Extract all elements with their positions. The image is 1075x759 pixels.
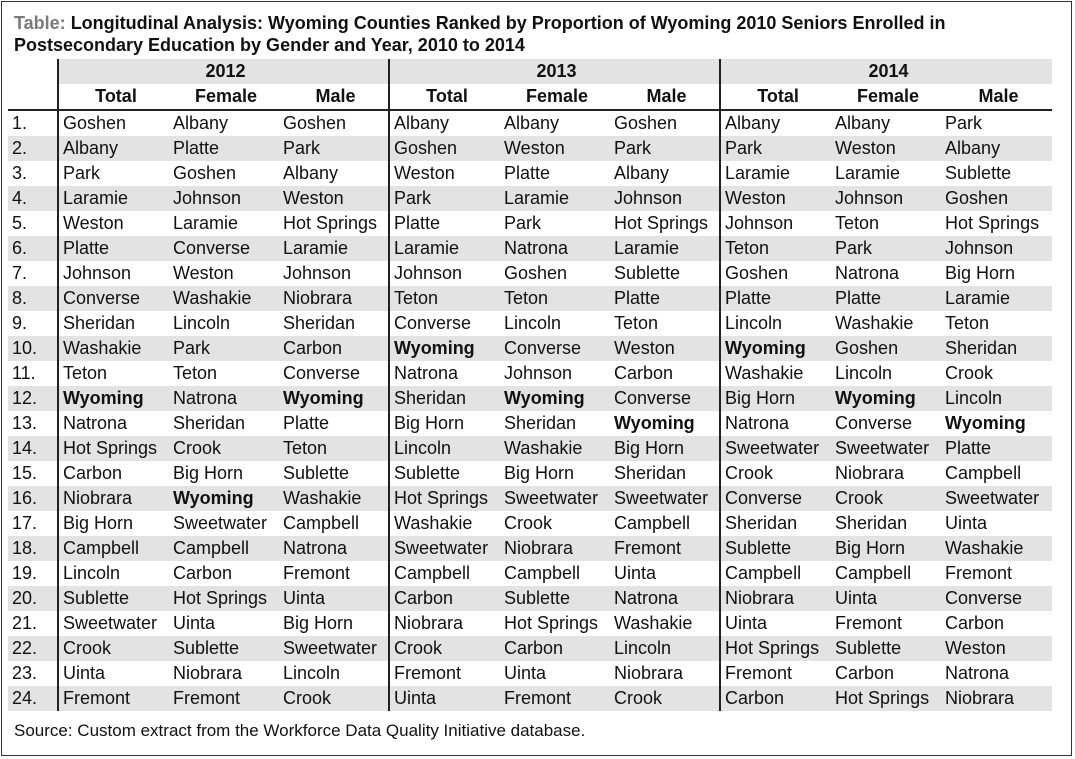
- county-cell: Park: [720, 136, 831, 161]
- county-cell: Uinta: [58, 661, 169, 686]
- table-row: [8, 411, 1052, 436]
- county-cell: Weston: [279, 186, 389, 211]
- county-cell: Sheridan: [614, 463, 687, 483]
- rank-cell: 16.: [8, 486, 58, 511]
- county-cell: Crook: [720, 461, 831, 486]
- county-cell: Teton: [945, 313, 990, 333]
- county-cell: Lincoln: [835, 363, 893, 383]
- table-row: [8, 110, 1052, 136]
- county-cell: Albany: [173, 113, 229, 133]
- county-cell: Sweetwater: [720, 436, 831, 461]
- county-cell: Sublette: [831, 636, 941, 661]
- county-cell: Lincoln: [720, 311, 831, 336]
- county-cell: Converse: [720, 486, 831, 511]
- county-cell: Uinta: [389, 686, 500, 711]
- county-cell: Hot Springs: [945, 213, 1040, 233]
- county-cell: Sheridan: [173, 413, 246, 433]
- county-cell: Lincoln: [283, 663, 341, 683]
- table-row: [8, 486, 1052, 511]
- county-cell: Sweetwater: [173, 513, 268, 533]
- rank-cell: 21.: [12, 613, 38, 633]
- county-cell: Hot Springs: [169, 586, 279, 611]
- county-cell: Laramie: [500, 186, 610, 211]
- rank-cell: 6.: [8, 236, 58, 261]
- county-cell: Park: [389, 186, 500, 211]
- county-cell: Washakie: [941, 536, 1052, 561]
- county-cell: Laramie: [389, 236, 500, 261]
- county-cell: Johnson: [610, 186, 720, 211]
- county-cell: Sublette: [283, 463, 350, 483]
- county-cell: Niobrara: [614, 663, 684, 683]
- county-cell: Sweetwater: [500, 486, 610, 511]
- county-cell: Weston: [610, 336, 720, 361]
- county-cell: Fremont: [720, 661, 831, 686]
- county-cell: Teton: [720, 236, 831, 261]
- county-cell: Park: [831, 236, 941, 261]
- county-cell: Niobrara: [941, 686, 1052, 711]
- county-cell: Big Horn: [58, 511, 169, 536]
- county-cell: Platte: [283, 413, 330, 433]
- county-cell: Washakie: [835, 313, 914, 333]
- subheader-female: Female: [500, 84, 610, 110]
- county-cell: Sheridan: [504, 413, 577, 433]
- county-cell: Sweetwater: [389, 536, 500, 561]
- county-cell: Johnson: [720, 211, 831, 236]
- county-cell: Hot Springs: [720, 636, 831, 661]
- county-cell: Wyoming: [279, 386, 389, 411]
- county-cell: Sublette: [614, 263, 681, 283]
- county-cell: Laramie: [173, 213, 239, 233]
- county-cell: Weston: [941, 636, 1052, 661]
- county-cell: Laramie: [58, 186, 169, 211]
- county-cell: Platte: [389, 211, 500, 236]
- county-cell: Wyoming: [169, 486, 279, 511]
- county-cell: Carbon: [500, 636, 610, 661]
- county-cell: Natrona: [389, 361, 500, 386]
- year-header-row: [8, 59, 1052, 84]
- county-cell: Converse: [169, 236, 279, 261]
- county-cell: Park: [610, 136, 720, 161]
- county-cell: Campbell: [58, 536, 169, 561]
- county-cell: Natrona: [945, 663, 1010, 683]
- county-cell: Converse: [500, 336, 610, 361]
- rank-cell: 7.: [12, 263, 28, 283]
- county-cell: Uinta: [279, 586, 389, 611]
- county-cell: Albany: [283, 163, 339, 183]
- county-cell: Uinta: [720, 611, 831, 636]
- county-cell: Albany: [941, 136, 1052, 161]
- county-cell: Sublette: [389, 461, 500, 486]
- county-cell: Natrona: [500, 236, 610, 261]
- subheader-total: Total: [720, 84, 831, 110]
- table-row: [8, 686, 1052, 711]
- county-cell: Johnson: [504, 363, 573, 383]
- county-cell: Campbell: [945, 463, 1022, 483]
- county-cell: Fremont: [389, 661, 500, 686]
- county-cell: Johnson: [831, 186, 941, 211]
- county-cell: Fremont: [283, 563, 351, 583]
- table-row: [8, 461, 1052, 486]
- county-cell: Park: [945, 113, 983, 133]
- county-cell: Park: [279, 136, 389, 161]
- county-cell: Big Horn: [610, 436, 720, 461]
- county-cell: Lincoln: [941, 386, 1052, 411]
- county-cell: Goshen: [720, 261, 831, 286]
- table-row: [8, 661, 1052, 686]
- county-cell: Weston: [831, 136, 941, 161]
- county-cell: Platte: [504, 163, 551, 183]
- table-row: [8, 286, 1052, 311]
- county-cell: Converse: [389, 311, 500, 336]
- year-header: 2014: [720, 59, 1052, 84]
- county-cell: Converse: [58, 286, 169, 311]
- county-cell: Big Horn: [720, 386, 831, 411]
- county-cell: Fremont: [500, 686, 610, 711]
- subheader-row: [8, 84, 1052, 110]
- rank-cell: 11.: [12, 363, 36, 383]
- county-cell: Campbell: [283, 513, 360, 533]
- county-cell: Washakie: [389, 511, 500, 536]
- county-cell: Park: [169, 336, 279, 361]
- table-title: [14, 12, 1064, 56]
- county-cell: Wyoming: [58, 386, 169, 411]
- county-cell: Big Horn: [504, 463, 575, 483]
- county-cell: Washakie: [169, 286, 279, 311]
- county-cell: Converse: [941, 586, 1052, 611]
- county-cell: Goshen: [389, 136, 500, 161]
- rank-cell: 8.: [8, 286, 58, 311]
- table-row: [8, 161, 1052, 186]
- county-cell: Goshen: [504, 263, 568, 283]
- county-cell: Teton: [279, 436, 389, 461]
- county-cell: Carbon: [945, 613, 1005, 633]
- county-cell: Johnson: [389, 261, 500, 286]
- rank-cell: 12.: [8, 386, 58, 411]
- table-row: [8, 211, 1052, 236]
- county-cell: Teton: [614, 313, 659, 333]
- county-cell: Carbon: [58, 461, 169, 486]
- county-cell: Laramie: [610, 236, 720, 261]
- rank-cell: 20.: [8, 586, 58, 611]
- county-cell: Albany: [835, 113, 891, 133]
- county-cell: Lincoln: [504, 313, 562, 333]
- county-cell: Goshen: [58, 110, 169, 136]
- table-row: [8, 311, 1052, 336]
- table-row: [8, 436, 1052, 461]
- county-cell: Campbell: [389, 561, 500, 586]
- county-cell: Fremont: [945, 563, 1013, 583]
- county-cell: Johnson: [941, 236, 1052, 261]
- county-cell: Sheridan: [941, 336, 1052, 361]
- county-cell: Johnson: [283, 263, 352, 283]
- county-cell: Uinta: [831, 586, 941, 611]
- county-cell: Niobrara: [720, 586, 831, 611]
- county-cell: Albany: [58, 136, 169, 161]
- county-cell: Washakie: [58, 336, 169, 361]
- county-cell: Hot Springs: [58, 436, 169, 461]
- title-text: Longitudinal Analysis: Wyoming Counties Ranked by Proportion of Wyoming 2010 Seniors Enrolled in Postsecondary Education by Gender and Year, 2010 to 2014: [14, 13, 946, 55]
- county-cell: Natrona: [835, 263, 900, 283]
- county-cell: Carbon: [279, 336, 389, 361]
- rank-cell: 2.: [8, 136, 58, 161]
- rank-cell: 14.: [8, 436, 58, 461]
- rank-cell: 4.: [8, 186, 58, 211]
- county-cell: Goshen: [941, 186, 1052, 211]
- rank-cell: 1.: [12, 113, 28, 133]
- subheader-total: Total: [58, 84, 169, 110]
- source-note: Source: Custom extract from the Workforce Data Quality Initiative database.: [14, 721, 586, 740]
- year-header: 2013: [389, 59, 720, 84]
- county-cell: Sublette: [945, 163, 1012, 183]
- county-cell: Hot Springs: [283, 213, 378, 233]
- rankings-table: [8, 59, 1052, 711]
- table-row: [8, 136, 1052, 161]
- rank-cell: 3.: [12, 163, 28, 183]
- county-cell: Natrona: [58, 411, 169, 436]
- county-cell: Niobrara: [500, 536, 610, 561]
- county-cell: Laramie: [720, 161, 831, 186]
- county-cell: Campbell: [614, 513, 691, 533]
- county-cell: Niobrara: [389, 611, 500, 636]
- county-cell: Teton: [173, 363, 218, 383]
- county-cell: Natrona: [720, 411, 831, 436]
- county-cell: Lincoln: [389, 436, 500, 461]
- rank-subheader: [8, 84, 58, 110]
- rank-cell: 9.: [12, 313, 28, 333]
- county-cell: Sublette: [58, 586, 169, 611]
- county-cell: Washakie: [500, 436, 610, 461]
- county-cell: Teton: [835, 213, 880, 233]
- county-cell: Laramie: [279, 236, 389, 261]
- county-cell: Park: [58, 161, 169, 186]
- county-cell: Wyoming: [389, 336, 500, 361]
- rank-cell: 13.: [12, 413, 38, 433]
- county-cell: Washakie: [279, 486, 389, 511]
- county-cell: Weston: [720, 186, 831, 211]
- county-cell: Uinta: [945, 513, 988, 533]
- county-cell: Niobrara: [173, 663, 243, 683]
- county-cell: Wyoming: [831, 386, 941, 411]
- county-cell: Niobrara: [58, 486, 169, 511]
- county-cell: Sheridan: [389, 386, 500, 411]
- county-cell: Platte: [831, 286, 941, 311]
- county-cell: Sheridan: [58, 311, 169, 336]
- table-row: [8, 511, 1052, 536]
- county-cell: Weston: [500, 136, 610, 161]
- county-cell: Sweetwater: [831, 436, 941, 461]
- rank-header: [8, 59, 58, 84]
- county-cell: Carbon: [614, 363, 674, 383]
- county-cell: Teton: [500, 286, 610, 311]
- county-cell: Lincoln: [610, 636, 720, 661]
- table-row: [8, 261, 1052, 286]
- county-cell: Crook: [279, 686, 389, 711]
- county-cell: Goshen: [283, 113, 347, 133]
- county-cell: Sublette: [169, 636, 279, 661]
- county-cell: Big Horn: [389, 411, 500, 436]
- county-cell: Fremont: [58, 686, 169, 711]
- county-cell: Park: [504, 213, 542, 233]
- county-cell: Carbon: [389, 586, 500, 611]
- county-cell: Converse: [610, 386, 720, 411]
- title-label: Table:: [14, 13, 66, 33]
- county-cell: Albany: [389, 110, 500, 136]
- county-cell: Crook: [169, 436, 279, 461]
- year-header: 2012: [58, 59, 389, 84]
- table-row: [8, 186, 1052, 211]
- county-cell: Teton: [58, 361, 169, 386]
- county-cell: Sheridan: [720, 511, 831, 536]
- table-row: [8, 561, 1052, 586]
- county-cell: Goshen: [831, 336, 941, 361]
- county-cell: Uinta: [614, 563, 657, 583]
- county-cell: Albany: [614, 163, 670, 183]
- county-cell: Crook: [831, 486, 941, 511]
- county-cell: Crook: [504, 513, 553, 533]
- county-cell: Laramie: [835, 163, 901, 183]
- county-cell: Wyoming: [500, 386, 610, 411]
- county-cell: Wyoming: [945, 413, 1026, 433]
- county-cell: Uinta: [504, 663, 547, 683]
- county-cell: Platte: [58, 236, 169, 261]
- subheader-male: Male: [279, 84, 389, 110]
- county-cell: Goshen: [173, 163, 237, 183]
- county-cell: Uinta: [173, 613, 216, 633]
- table-body: [8, 110, 1052, 711]
- subheader-female: Female: [169, 84, 279, 110]
- county-cell: Campbell: [169, 536, 279, 561]
- table-row: [8, 361, 1052, 386]
- county-cell: Big Horn: [173, 463, 244, 483]
- county-cell: Goshen: [614, 113, 678, 133]
- county-cell: Sheridan: [835, 513, 908, 533]
- subheader-female: Female: [831, 84, 941, 110]
- rank-cell: 22.: [8, 636, 58, 661]
- county-cell: Johnson: [169, 186, 279, 211]
- county-cell: Teton: [389, 286, 500, 311]
- county-cell: Platte: [941, 436, 1052, 461]
- county-cell: Wyoming: [720, 336, 831, 361]
- county-cell: Wyoming: [614, 413, 695, 433]
- rank-cell: 17.: [12, 513, 38, 533]
- county-cell: Hot Springs: [504, 613, 599, 633]
- county-cell: Weston: [173, 263, 234, 283]
- county-cell: Laramie: [941, 286, 1052, 311]
- table-row: [8, 236, 1052, 261]
- county-cell: Fremont: [610, 536, 720, 561]
- table-row: [8, 611, 1052, 636]
- county-cell: Sweetwater: [58, 611, 169, 636]
- county-cell: Crook: [389, 636, 500, 661]
- county-cell: Hot Springs: [614, 213, 709, 233]
- county-cell: Sweetwater: [279, 636, 389, 661]
- county-cell: Converse: [835, 413, 913, 433]
- county-cell: Sweetwater: [610, 486, 720, 511]
- county-cell: Hot Springs: [389, 486, 500, 511]
- table-row: [8, 336, 1052, 361]
- county-cell: Sweetwater: [941, 486, 1052, 511]
- county-cell: Lincoln: [58, 561, 169, 586]
- county-cell: Platte: [610, 286, 720, 311]
- county-cell: Weston: [389, 161, 500, 186]
- county-cell: Campbell: [835, 563, 912, 583]
- county-cell: Hot Springs: [831, 686, 941, 711]
- rank-cell: 19.: [12, 563, 38, 583]
- county-cell: Sheridan: [283, 313, 356, 333]
- subheader-male: Male: [941, 84, 1052, 110]
- county-cell: Sublette: [500, 586, 610, 611]
- county-cell: Albany: [504, 113, 560, 133]
- county-cell: Lincoln: [173, 313, 231, 333]
- rank-cell: 23.: [12, 663, 38, 683]
- county-cell: Crook: [58, 636, 169, 661]
- county-cell: Big Horn: [945, 263, 1016, 283]
- county-cell: Crook: [610, 686, 720, 711]
- county-cell: Washakie: [720, 361, 831, 386]
- county-cell: Campbell: [720, 561, 831, 586]
- county-cell: Washakie: [614, 613, 693, 633]
- county-cell: Albany: [720, 110, 831, 136]
- county-cell: Niobrara: [835, 463, 905, 483]
- county-cell: Fremont: [169, 686, 279, 711]
- county-cell: Crook: [945, 363, 994, 383]
- county-cell: Sublette: [720, 536, 831, 561]
- county-cell: Fremont: [835, 613, 903, 633]
- table-row: [8, 536, 1052, 561]
- county-cell: Weston: [58, 211, 169, 236]
- subheader-total: Total: [389, 84, 500, 110]
- county-cell: Platte: [169, 136, 279, 161]
- table-row: [8, 386, 1052, 411]
- county-cell: Natrona: [169, 386, 279, 411]
- county-cell: Carbon: [835, 663, 895, 683]
- rank-cell: 24.: [8, 686, 58, 711]
- rank-cell: 15.: [12, 463, 38, 483]
- rank-cell: 5.: [12, 213, 28, 233]
- table-row: [8, 636, 1052, 661]
- county-cell: Platte: [720, 286, 831, 311]
- county-cell: Converse: [283, 363, 361, 383]
- rank-cell: 10.: [8, 336, 58, 361]
- rank-cell: 18.: [8, 536, 58, 561]
- table-row: [8, 586, 1052, 611]
- county-cell: Natrona: [610, 586, 720, 611]
- subheader-male: Male: [610, 84, 720, 110]
- county-cell: Niobrara: [279, 286, 389, 311]
- county-cell: Natrona: [279, 536, 389, 561]
- county-cell: Campbell: [504, 563, 581, 583]
- county-cell: Carbon: [173, 563, 233, 583]
- county-cell: Johnson: [58, 261, 169, 286]
- county-cell: Big Horn: [283, 613, 354, 633]
- county-cell: Carbon: [720, 686, 831, 711]
- county-cell: Big Horn: [831, 536, 941, 561]
